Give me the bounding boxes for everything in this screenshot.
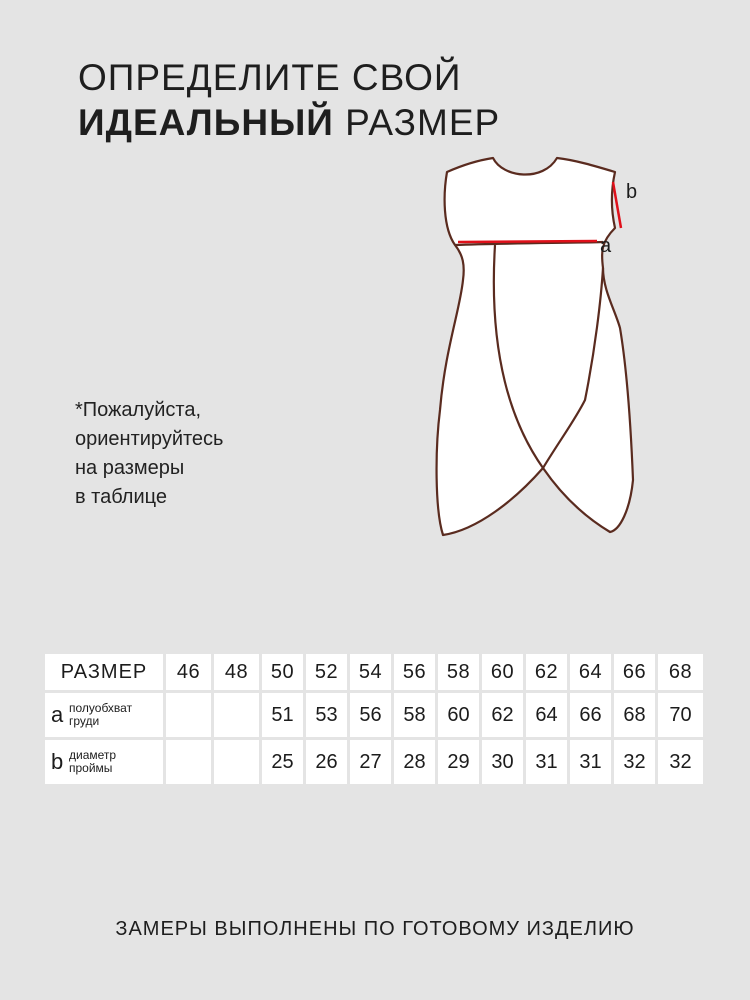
note-line: *Пожалуйста, (75, 399, 202, 421)
note-line: в таблице (75, 486, 167, 508)
value-cell: 58 (394, 693, 435, 737)
row-label-a (45, 693, 163, 737)
row-desc-line: проймы (69, 761, 113, 775)
value-cell: 68 (614, 693, 655, 737)
value-cell: 28 (394, 740, 435, 784)
value-cell: 66 (570, 693, 611, 737)
value-cell: 29 (438, 740, 479, 784)
value-cell: 56 (350, 693, 391, 737)
title-rest-word: РАЗМЕР (333, 102, 501, 143)
size-cell: 48 (214, 654, 259, 690)
size-cell: 56 (394, 654, 435, 690)
size-cell: 50 (262, 654, 303, 690)
value-cell: 62 (482, 693, 523, 737)
value-cell: 53 (306, 693, 347, 737)
value-cell: 32 (658, 740, 703, 784)
value-cell: 32 (614, 740, 655, 784)
value-cell: 31 (526, 740, 567, 784)
size-cell: 66 (614, 654, 655, 690)
table-row (45, 693, 703, 737)
row-desc-line: груди (69, 714, 100, 728)
value-cell (214, 693, 259, 737)
value-cell: 70 (658, 693, 703, 737)
measure-label-b: b (626, 181, 638, 203)
size-cell: 52 (306, 654, 347, 690)
row-description (69, 702, 132, 728)
dress-diagram (425, 150, 655, 550)
size-note (75, 396, 223, 512)
size-cell: 64 (570, 654, 611, 690)
size-cell: 60 (482, 654, 523, 690)
row-letter: b (51, 749, 64, 774)
row-label-b (45, 740, 163, 784)
value-cell: 31 (570, 740, 611, 784)
value-cell: 51 (262, 693, 303, 737)
measure-label-a: a (600, 235, 612, 257)
value-cell: 26 (306, 740, 347, 784)
size-cell: 54 (350, 654, 391, 690)
title-line-2 (78, 100, 500, 145)
size-header-label: РАЗМЕР (45, 654, 163, 690)
row-desc-line: диаметр (69, 748, 117, 762)
size-cell: 58 (438, 654, 479, 690)
title-bold-word: ИДЕАЛЬНЫЙ (78, 102, 334, 143)
value-cell (214, 740, 259, 784)
measure-line-a (458, 241, 597, 242)
dress-outline (437, 158, 633, 535)
row-letter: a (51, 702, 64, 727)
size-cell: 62 (526, 654, 567, 690)
table-header-row (45, 654, 703, 690)
note-line: ориентируйтесь (75, 428, 224, 450)
value-cell: 60 (438, 693, 479, 737)
note-line: на размеры (75, 457, 185, 479)
value-cell: 30 (482, 740, 523, 784)
footer-note: ЗАМЕРЫ ВЫПОЛНЕНЫ ПО ГОТОВОМУ ИЗДЕЛИЮ (115, 918, 635, 940)
table-row (45, 740, 703, 784)
page-title (78, 55, 500, 145)
size-cell: 68 (658, 654, 703, 690)
value-cell: 64 (526, 693, 567, 737)
value-cell (166, 740, 211, 784)
title-line-1: ОПРЕДЕЛИТЕ СВОЙ (78, 57, 462, 98)
value-cell: 25 (262, 740, 303, 784)
row-description (69, 749, 116, 775)
value-cell (166, 693, 211, 737)
row-desc-line: полуобхват (69, 701, 133, 715)
size-table (42, 651, 706, 787)
value-cell: 27 (350, 740, 391, 784)
size-cell: 46 (166, 654, 211, 690)
